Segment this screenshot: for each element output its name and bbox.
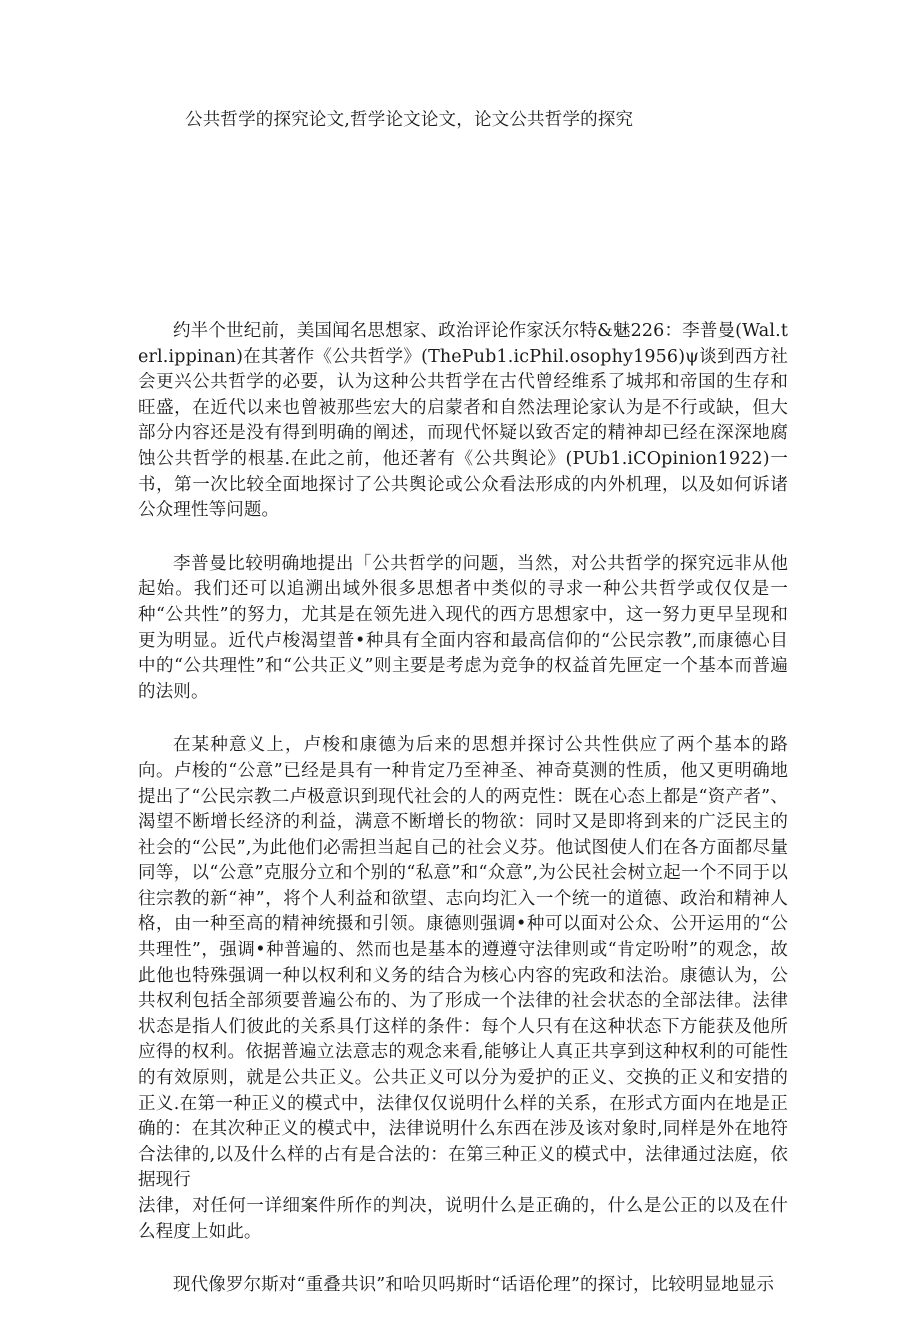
paragraph-public-philosophy-origins: 李普曼比较明确地提出「公共哲学的问题，当然，对公共哲学的探究远非从他起始。我们还可以追溯出域外很多思想者中类似的寻求一种公共哲学或仅仅是一种“公共性”的努力，尤其是在领先进入现代的西方思想家中，这一努力更早呈现和更为明显。近代卢梭渴望普•种具有全面内容和最高信仰的“公民宗教”,而康德心目中的“公共理性”和“公共正义”则主要是考虑为竞争的权益首先匣定一个基本而普遍的法则。 <box>138 553 788 702</box>
paragraph-lippmann: 约半个世纪前，美国闻名思想家、政治评论作家沃尔特&魅226：李普曼(Wal.terl.ippinan)在其著作《公共哲学》(ThePub1.icPhil.osophy1956)ψ谈到西方社会更兴公共哲学的必要，认为这种公共哲学在古代曾经维系了城邦和帝国的生存和旺盛，在近代以来也曾被那些宏大的启蒙者和自然法理论家认为是不行或缺，但大部分内容还是没有得到明确的阐述，而现代怀疑以致否定的精神却已经在深深地腐蚀公共哲学的根基.在此之前，他还著有《公共舆论》(PUb1.iCOpinion1922)一书，第一次比较全面地探讨了公共舆论或公众看法形成的内外机理，以及如何诉诸公众理性等问题。 <box>138 321 788 521</box>
paragraph-rousseau-kant-continued: 法律，对任何一详细案件所作的判决，说明什么是正确的，什么是公正的以及在什么程度上如此。 <box>138 1196 788 1242</box>
paragraph-rawls-habermas: 现代像罗尔斯对“重叠共识”和哈贝吗斯时“话语伦理”的探讨，比较明显地显示 <box>173 1275 775 1296</box>
document-title: 公共哲学的探究论文,哲学论文论文，论文公共哲学的探究 <box>185 110 634 130</box>
paragraph-rousseau-kant: 在某种意义上，卢梭和康德为后来的思想并探讨公共性供应了两个基本的路向。卢梭的“公意”已经是具有一种肯定乃至神圣、神奇莫测的性质，他又更明确地提出了“公民宗教二卢极意识到现代社会的人的两克性：既在心态上都是“资产者”、渴望不断增长经济的利益，满意不断增长的物欲：同时又是即将到来的广泛民主的社会的“公民”,为此他们必需担当起自己的社会义芬。他试图使人们在各方面都尽量同等，以“公意”克服分立和个别的“私意”和“众意”,为公民社会树立起一个不同于以往宗教的新“神”，将个人利益和欲望、志向均汇入一个统一的道德、政治和精神人格，由一种至高的精神统摄和引领。康德则强调•种可以面对公众、公开运用的“公共理性”，强调•种普遍的、然而也是基本的遵遵守法律则或“肯定吩咐”的观念，故此他也特殊强调一种以权利和义务的结合为核心内容的宪政和法治。康德认为，公共权利包括全部须要普遍公布的、为了形成一个法律的社会状态的全部法律。法律状态是指人们彼此的关系具仃这样的条件：每个人只有在这种状态下方能获及他所应得的权利。依据普遍立法意志的观念来看,能够让人真正共享到这种权利的可能性的有效原则，就是公共正义。公共正义可以分为爱护的正义、交换的正义和安措的正义.在第一种正义的模式中，法律仅仅说明什么样的关系，在形式方面内在地是正确的：在其次种正义的模式中，法律说明什么东西在涉及该对象时,同样是外在地符合法律的,以及什么样的占有是合法的：在第三种正义的模式中，法律通过法庭，依据现行 <box>138 735 788 1191</box>
document-body <box>138 319 788 1327</box>
